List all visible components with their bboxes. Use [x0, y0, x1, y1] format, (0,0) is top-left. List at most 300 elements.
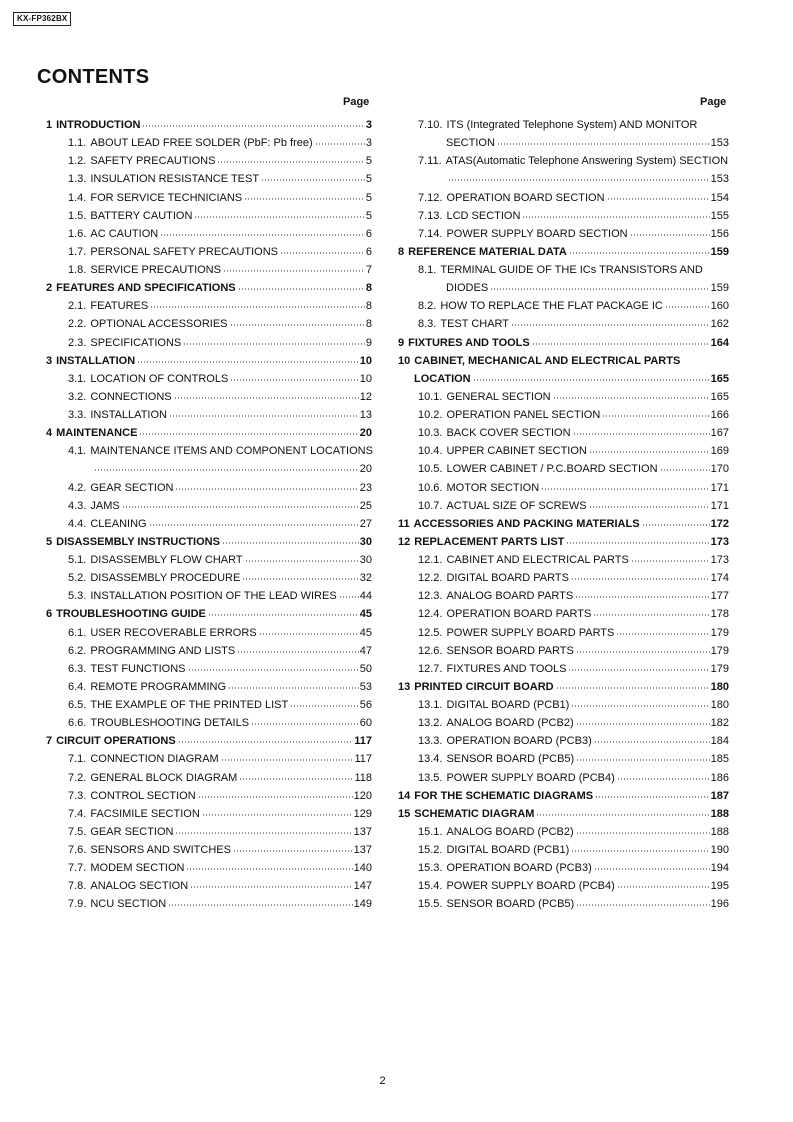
- toc-entry-number: 7.2.: [68, 771, 87, 784]
- toc-right-column: [398, 116, 729, 914]
- toc-entry-page: 155: [710, 209, 729, 222]
- toc-entry-number: 4.1.: [68, 445, 87, 458]
- toc-entry-page: 188: [710, 807, 729, 820]
- toc-entry-title: DIGITAL BOARD (PCB1): [446, 699, 570, 712]
- dot-leader: [569, 252, 710, 254]
- toc-entry-number: 2.1.: [68, 300, 87, 313]
- dot-leader: [511, 324, 710, 326]
- dot-leader: [607, 198, 710, 200]
- toc-section-entry[interactable]: [398, 805, 729, 823]
- toc-entry-page: 159: [710, 282, 729, 295]
- dot-leader: [174, 397, 359, 399]
- toc-entry-number: 8.3.: [418, 318, 437, 331]
- toc-section-entry[interactable]: [44, 116, 372, 134]
- toc-entry[interactable]: [44, 624, 372, 642]
- toc-entry[interactable]: [398, 660, 729, 678]
- toc-entry[interactable]: [398, 605, 729, 623]
- toc-entry-page: 10: [359, 354, 372, 367]
- toc-entry-page: 45: [359, 626, 372, 639]
- toc-entry-title: SCHEMATIC DIAGRAM: [414, 807, 535, 820]
- toc-entry[interactable]: [398, 225, 729, 243]
- toc-entry-title: CABINET AND ELECTRICAL PARTS: [446, 554, 629, 567]
- toc-entry-title: FACSIMILE SECTION: [90, 807, 200, 820]
- toc-entry-title: SECTION: [446, 137, 495, 150]
- toc-entry-title: INSTALLATION POSITION OF THE LEAD WIRES: [90, 590, 337, 603]
- toc-entry-title: ACCESSORIES AND PACKING MATERIALS: [413, 517, 640, 530]
- toc-entry-page: 44: [359, 590, 372, 603]
- toc-entry[interactable]: [44, 442, 372, 460]
- toc-entry-page: 13: [359, 409, 372, 422]
- toc-entry-page: 47: [359, 644, 372, 657]
- toc-entry-title: REPLACEMENT PARTS LIST: [414, 535, 565, 548]
- toc-entry-title: CONNECTIONS: [90, 390, 172, 403]
- toc-entry-number: 10.4.: [418, 445, 443, 458]
- dot-leader: [573, 433, 710, 435]
- dot-leader: [589, 451, 710, 453]
- toc-entry[interactable]: [398, 479, 729, 497]
- toc-entry[interactable]: [44, 479, 372, 497]
- toc-entry-title: MAINTENANCE ITEMS AND COMPONENT LOCATIONS: [90, 445, 373, 458]
- toc-section-entry[interactable]: [398, 533, 729, 551]
- toc-entry-number: 1.8.: [68, 264, 87, 277]
- dot-leader: [175, 488, 358, 490]
- toc-entry-number: 1.3.: [68, 173, 87, 186]
- toc-section-entry[interactable]: [398, 352, 729, 370]
- toc-section-entry[interactable]: [44, 732, 372, 750]
- toc-entry-page: 117: [354, 753, 372, 766]
- toc-section-entry[interactable]: [398, 787, 729, 805]
- toc-entry-page: 153: [710, 137, 729, 150]
- toc-entry-title: DISASSEMBLY PROCEDURE: [90, 572, 241, 585]
- toc-entry-page: 170: [710, 463, 729, 476]
- toc-entry[interactable]: [44, 134, 372, 152]
- dot-leader: [576, 759, 709, 761]
- dot-leader: [122, 506, 359, 508]
- toc-entry[interactable]: [44, 261, 372, 279]
- toc-entry-number: 15.1.: [418, 825, 443, 838]
- toc-entry-title: UPPER CABINET SECTION: [446, 445, 587, 458]
- toc-entry-title: FEATURES AND SPECIFICATIONS: [56, 282, 236, 295]
- toc-entry-number: 6.1.: [68, 626, 87, 639]
- dot-leader: [571, 850, 709, 852]
- dot-leader: [94, 469, 359, 471]
- toc-entry-number: 1.4.: [68, 191, 87, 204]
- model-number: KX-FP362BX: [13, 12, 71, 26]
- dot-leader: [556, 687, 710, 689]
- toc-entry-number: 5.1.: [68, 554, 87, 567]
- toc-entry-title: AC CAUTION: [90, 227, 159, 240]
- dot-leader: [228, 687, 359, 689]
- toc-entry[interactable]: [398, 642, 729, 660]
- toc-entry[interactable]: [398, 750, 729, 768]
- dot-leader: [280, 252, 365, 254]
- toc-entry[interactable]: [44, 877, 372, 895]
- toc-entry-number: 7.13.: [418, 209, 443, 222]
- toc-entry-page: 32: [359, 572, 372, 585]
- toc-entry[interactable]: [398, 769, 729, 787]
- toc-entry[interactable]: [44, 750, 372, 768]
- toc-entry[interactable]: [44, 805, 372, 823]
- toc-entry-page: 174: [710, 572, 729, 585]
- toc-entry-title: SERVICE PRECAUTIONS: [90, 264, 221, 277]
- toc-entry-page: 30: [359, 535, 372, 548]
- dot-leader: [221, 759, 354, 761]
- toc-entry[interactable]: [398, 442, 729, 460]
- toc-entry-title: INSTALLATION: [56, 354, 136, 367]
- toc-entry-title: SENSORS AND SWITCHES: [90, 844, 231, 857]
- toc-entry[interactable]: [398, 279, 729, 297]
- dot-leader: [571, 578, 710, 580]
- toc-entry-page: 137: [353, 825, 372, 838]
- toc-entry[interactable]: [398, 189, 729, 207]
- toc-entry[interactable]: [398, 207, 729, 225]
- toc-entry[interactable]: [44, 406, 372, 424]
- toc-section-entry[interactable]: [398, 334, 729, 352]
- toc-entry[interactable]: [44, 297, 372, 315]
- toc-section-entry[interactable]: [44, 533, 372, 551]
- toc-entry-number: 7.3.: [68, 789, 87, 802]
- toc-entry[interactable]: [398, 370, 729, 388]
- toc-entry-title: MODEM SECTION: [90, 862, 185, 875]
- toc-entry-number: 7.10.: [418, 119, 443, 132]
- toc-entry-page: 188: [710, 825, 729, 838]
- toc-entry-page: 154: [710, 191, 729, 204]
- toc-entry[interactable]: [398, 460, 729, 478]
- toc-entry[interactable]: [44, 895, 372, 913]
- toc-entry-title: LOWER CABINET / P.C.BOARD SECTION: [446, 463, 658, 476]
- toc-entry-title: LOCATION OF CONTROLS: [90, 372, 229, 385]
- toc-entry-title: INSULATION RESISTANCE TEST: [90, 173, 260, 186]
- toc-entry-number: 7.11.: [418, 155, 442, 168]
- toc-entry-number: 13.5.: [418, 771, 443, 784]
- dot-leader: [594, 741, 710, 743]
- toc-entry-page: 165: [710, 372, 729, 385]
- toc-entry-number: 10.6.: [418, 481, 443, 494]
- toc-entry-title: TROUBLESHOOTING DETAILS: [90, 717, 250, 730]
- toc-entry-number: 4.3.: [68, 499, 87, 512]
- toc-entry-number: 13.2.: [418, 717, 443, 730]
- dot-leader: [230, 324, 365, 326]
- toc-entry-title: INSTALLATION: [90, 409, 167, 422]
- toc-entry-title: OPERATION PANEL SECTION: [446, 409, 601, 422]
- toc-entry-title: OPERATION BOARD (PCB3): [446, 735, 592, 748]
- dot-leader: [576, 651, 710, 653]
- dot-leader: [642, 524, 710, 526]
- dot-leader: [242, 578, 358, 580]
- dot-leader: [150, 306, 365, 308]
- toc-entry-number: 12.5.: [418, 626, 443, 639]
- toc-entry[interactable]: [398, 877, 729, 895]
- toc-entry[interactable]: [398, 152, 729, 170]
- toc-entry-page: 120: [353, 789, 372, 802]
- toc-entry-number: 4: [46, 427, 53, 440]
- toc-entry-title: GENERAL BLOCK DIAGRAM: [90, 771, 238, 784]
- toc-entry-number: 15.5.: [418, 898, 443, 911]
- toc-entry-title: DISASSEMBLY INSTRUCTIONS: [56, 535, 220, 548]
- toc-entry-number: 2.3.: [68, 336, 87, 349]
- toc-section-entry[interactable]: [44, 352, 372, 370]
- toc-section-entry[interactable]: [398, 243, 729, 261]
- toc-entry-page: 173: [710, 554, 729, 567]
- toc-entry[interactable]: [44, 225, 372, 243]
- toc-entry-title: REMOTE PROGRAMMING: [90, 680, 227, 693]
- toc-entry-number: 15.3.: [418, 862, 443, 875]
- toc-entry-title: FOR SERVICE TECHNICIANS: [90, 191, 243, 204]
- toc-entry[interactable]: [398, 424, 729, 442]
- toc-entry[interactable]: [398, 116, 729, 134]
- toc-entry[interactable]: [44, 823, 372, 841]
- toc-entry-number: 10.2.: [418, 409, 443, 422]
- toc-entry-page: 8: [365, 282, 372, 295]
- toc-entry-number: 3: [46, 354, 53, 367]
- toc-section-entry[interactable]: [44, 279, 372, 297]
- toc-entry-page: 171: [710, 499, 729, 512]
- toc-entry[interactable]: [44, 642, 372, 660]
- toc-entry-number: 13.1.: [418, 699, 443, 712]
- toc-entry[interactable]: [398, 134, 729, 152]
- toc-entry-number: 13: [398, 680, 411, 693]
- toc-entry[interactable]: [44, 714, 372, 732]
- toc-entry-number: 2.2.: [68, 318, 87, 331]
- dot-leader: [660, 469, 710, 471]
- toc-entry[interactable]: [44, 170, 372, 188]
- dot-leader: [259, 633, 359, 635]
- toc-entry-page: 190: [710, 844, 729, 857]
- toc-entry-page: 159: [710, 245, 729, 258]
- toc-entry-page: 166: [710, 409, 729, 422]
- toc-entry-number: 1.2.: [68, 155, 87, 168]
- toc-entry-title: THE EXAMPLE OF THE PRINTED LIST: [90, 699, 289, 712]
- toc-entry-number: 6.3.: [68, 662, 87, 675]
- dot-leader: [616, 633, 709, 635]
- toc-entry-title: TEST FUNCTIONS: [90, 662, 186, 675]
- toc-entry-title: HOW TO REPLACE THE FLAT PACKAGE IC: [440, 300, 663, 313]
- toc-entry[interactable]: [44, 551, 372, 569]
- toc-entry[interactable]: [398, 315, 729, 333]
- toc-entry[interactable]: [398, 587, 729, 605]
- dot-leader: [139, 433, 358, 435]
- toc-entry-number: 8.1.: [418, 264, 437, 277]
- dot-leader: [536, 814, 709, 816]
- toc-entry-page: 179: [710, 644, 729, 657]
- toc-entry-number: 12.1.: [418, 554, 443, 567]
- dot-leader: [575, 596, 709, 598]
- toc-entry[interactable]: [398, 823, 729, 841]
- toc-entry-page: 147: [353, 880, 372, 893]
- dot-leader: [142, 125, 364, 127]
- toc-entry-page: 182: [710, 717, 729, 730]
- toc-entry-page: 164: [710, 336, 729, 349]
- toc-entry[interactable]: [398, 841, 729, 859]
- toc-entry-title: FIXTURES AND TOOLS: [446, 662, 567, 675]
- toc-section-entry[interactable]: [398, 678, 729, 696]
- toc-entry[interactable]: [44, 388, 372, 406]
- toc-entry-page: 5: [365, 209, 372, 222]
- toc-entry-title: OPTIONAL ACCESSORIES: [90, 318, 228, 331]
- toc-entry-page: 53: [359, 680, 372, 693]
- toc-entry[interactable]: [398, 696, 729, 714]
- toc-entry-page: 45: [359, 608, 372, 621]
- toc-entry-title: BACK COVER SECTION: [446, 427, 571, 440]
- dot-leader: [576, 832, 710, 834]
- toc-entry[interactable]: [44, 660, 372, 678]
- toc-entry-page: 149: [353, 898, 372, 911]
- toc-entry-number: 13.3.: [418, 735, 443, 748]
- toc-entry[interactable]: [398, 569, 729, 587]
- toc-entry-number: 6.5.: [68, 699, 87, 712]
- toc-entry[interactable]: [44, 497, 372, 515]
- toc-entry-page: 160: [710, 300, 729, 313]
- toc-entry[interactable]: [44, 841, 372, 859]
- toc-entry-number: 13.4.: [418, 753, 443, 766]
- dot-leader: [202, 814, 353, 816]
- toc-entry-title: TEST CHART: [440, 318, 510, 331]
- toc-entry[interactable]: [44, 243, 372, 261]
- dot-leader: [553, 397, 710, 399]
- toc-entry-number: 7.1.: [68, 753, 87, 766]
- dot-leader: [175, 832, 352, 834]
- toc-entry[interactable]: [398, 895, 729, 913]
- toc-entry-title: LOCATION: [414, 372, 471, 385]
- dot-leader: [168, 904, 353, 906]
- toc-entry-number: 8: [398, 245, 405, 258]
- toc-entry-title: GEAR SECTION: [90, 825, 174, 838]
- dot-leader: [315, 143, 365, 145]
- toc-entry[interactable]: [44, 678, 372, 696]
- toc-entry-title: REFERENCE MATERIAL DATA: [408, 245, 567, 258]
- toc-entry[interactable]: [398, 170, 729, 188]
- toc-entry[interactable]: [398, 714, 729, 732]
- toc-entry[interactable]: [398, 406, 729, 424]
- toc-entry[interactable]: [44, 370, 372, 388]
- toc-entry-number: 6.2.: [68, 644, 87, 657]
- toc-section-entry[interactable]: [44, 424, 372, 442]
- toc-entry-title: PERSONAL SAFETY PRECAUTIONS: [90, 245, 279, 258]
- toc-entry[interactable]: [44, 189, 372, 207]
- toc-section-entry[interactable]: [398, 515, 729, 533]
- toc-entry-page: 3: [365, 137, 372, 150]
- toc-entry-title: PRINTED CIRCUIT BOARD: [414, 680, 554, 693]
- page-title: CONTENTS: [37, 66, 150, 88]
- toc-entry-number: 12.3.: [418, 590, 443, 603]
- dot-leader: [448, 179, 710, 181]
- toc-entry-title: FIXTURES AND TOOLS: [408, 336, 530, 349]
- toc-entry-title: DIGITAL BOARD (PCB1): [446, 844, 570, 857]
- page-column-label-left: Page: [343, 96, 370, 108]
- dot-leader: [244, 198, 365, 200]
- dot-leader: [532, 343, 710, 345]
- toc-entry-number: 7.4.: [68, 807, 87, 820]
- toc-entry[interactable]: [44, 207, 372, 225]
- toc-entry[interactable]: [44, 696, 372, 714]
- toc-entry-page: 6: [365, 227, 372, 240]
- toc-entry-title: POWER SUPPLY BOARD SECTION: [446, 227, 628, 240]
- toc-entry-number: 7.7.: [68, 862, 87, 875]
- dot-leader: [194, 216, 364, 218]
- toc-entry-number: 7.14.: [418, 227, 443, 240]
- toc-entry-title: ANALOG BOARD (PCB2): [446, 717, 574, 730]
- toc-entry-page: 167: [710, 427, 729, 440]
- page-number: 2: [379, 1075, 386, 1087]
- toc-entry-number: 1: [46, 119, 53, 132]
- toc-entry[interactable]: [398, 551, 729, 569]
- dot-leader: [617, 778, 710, 780]
- toc-entry-page: 153: [710, 173, 729, 186]
- toc-entry-page: 194: [710, 862, 729, 875]
- toc-entry-title: POWER SUPPLY BOARD (PCB4): [446, 880, 615, 893]
- toc-entry-number: 6.6.: [68, 717, 87, 730]
- toc-entry[interactable]: [44, 787, 372, 805]
- dot-leader: [594, 868, 710, 870]
- toc-entry-number: 10: [398, 354, 411, 367]
- toc-entry[interactable]: [44, 460, 372, 478]
- toc-entry[interactable]: [398, 388, 729, 406]
- toc-entry-page: 5: [365, 191, 372, 204]
- toc-section-entry[interactable]: [44, 605, 372, 623]
- toc-entry-title: LCD SECTION: [446, 209, 521, 222]
- toc-entry[interactable]: [398, 261, 729, 279]
- toc-entry-number: 5.2.: [68, 572, 87, 585]
- toc-entry[interactable]: [44, 334, 372, 352]
- toc-entry-number: 10.5.: [418, 463, 443, 476]
- toc-entry-number: 3.2.: [68, 390, 87, 403]
- toc-entry[interactable]: [398, 297, 729, 315]
- toc-entry[interactable]: [398, 497, 729, 515]
- toc-entry-title: CABINET, MECHANICAL AND ELECTRICAL PARTS: [414, 354, 681, 367]
- toc-entry-title: NCU SECTION: [90, 898, 167, 911]
- toc-entry-title: ANALOG BOARD (PCB2): [446, 825, 574, 838]
- toc-entry-title: DIODES: [446, 282, 489, 295]
- toc-entry-number: 2: [46, 282, 53, 295]
- toc-entry[interactable]: [44, 515, 372, 533]
- toc-entry-page: 8: [365, 300, 372, 313]
- dot-leader: [137, 361, 359, 363]
- toc-entry-page: 117: [354, 735, 372, 748]
- toc-entry-title: SPECIFICATIONS: [90, 336, 182, 349]
- toc-entry[interactable]: [44, 569, 372, 587]
- toc-entry-number: 7: [46, 735, 53, 748]
- dot-leader: [222, 542, 359, 544]
- dot-leader: [541, 488, 709, 490]
- toc-entry[interactable]: [44, 315, 372, 333]
- toc-entry[interactable]: [44, 587, 372, 605]
- toc-entry-number: 14: [398, 789, 411, 802]
- dot-leader: [261, 179, 365, 181]
- toc-entry[interactable]: [398, 624, 729, 642]
- toc-entry[interactable]: [398, 732, 729, 750]
- dot-leader: [576, 723, 710, 725]
- toc-entry-title: POWER SUPPLY BOARD PARTS: [446, 626, 615, 639]
- toc-entry-number: 6: [46, 608, 53, 621]
- toc-entry-page: 180: [710, 699, 729, 712]
- toc-entry[interactable]: [44, 152, 372, 170]
- dot-leader: [566, 542, 709, 544]
- toc-entry-page: 184: [710, 735, 729, 748]
- toc-entry-title: DIGITAL BOARD PARTS: [446, 572, 569, 585]
- toc-entry-page: 156: [710, 227, 729, 240]
- toc-entry-page: 30: [359, 554, 372, 567]
- toc-entry-title: DISASSEMBLY FLOW CHART: [90, 554, 243, 567]
- dot-leader: [198, 796, 353, 798]
- toc-entry[interactable]: [44, 769, 372, 787]
- dot-leader: [238, 288, 365, 290]
- toc-entry-page: 172: [710, 517, 729, 530]
- toc-entry-number: 10.3.: [418, 427, 443, 440]
- toc-entry[interactable]: [44, 859, 372, 877]
- dot-leader: [186, 868, 352, 870]
- toc-entry[interactable]: [398, 859, 729, 877]
- dot-leader: [223, 270, 365, 272]
